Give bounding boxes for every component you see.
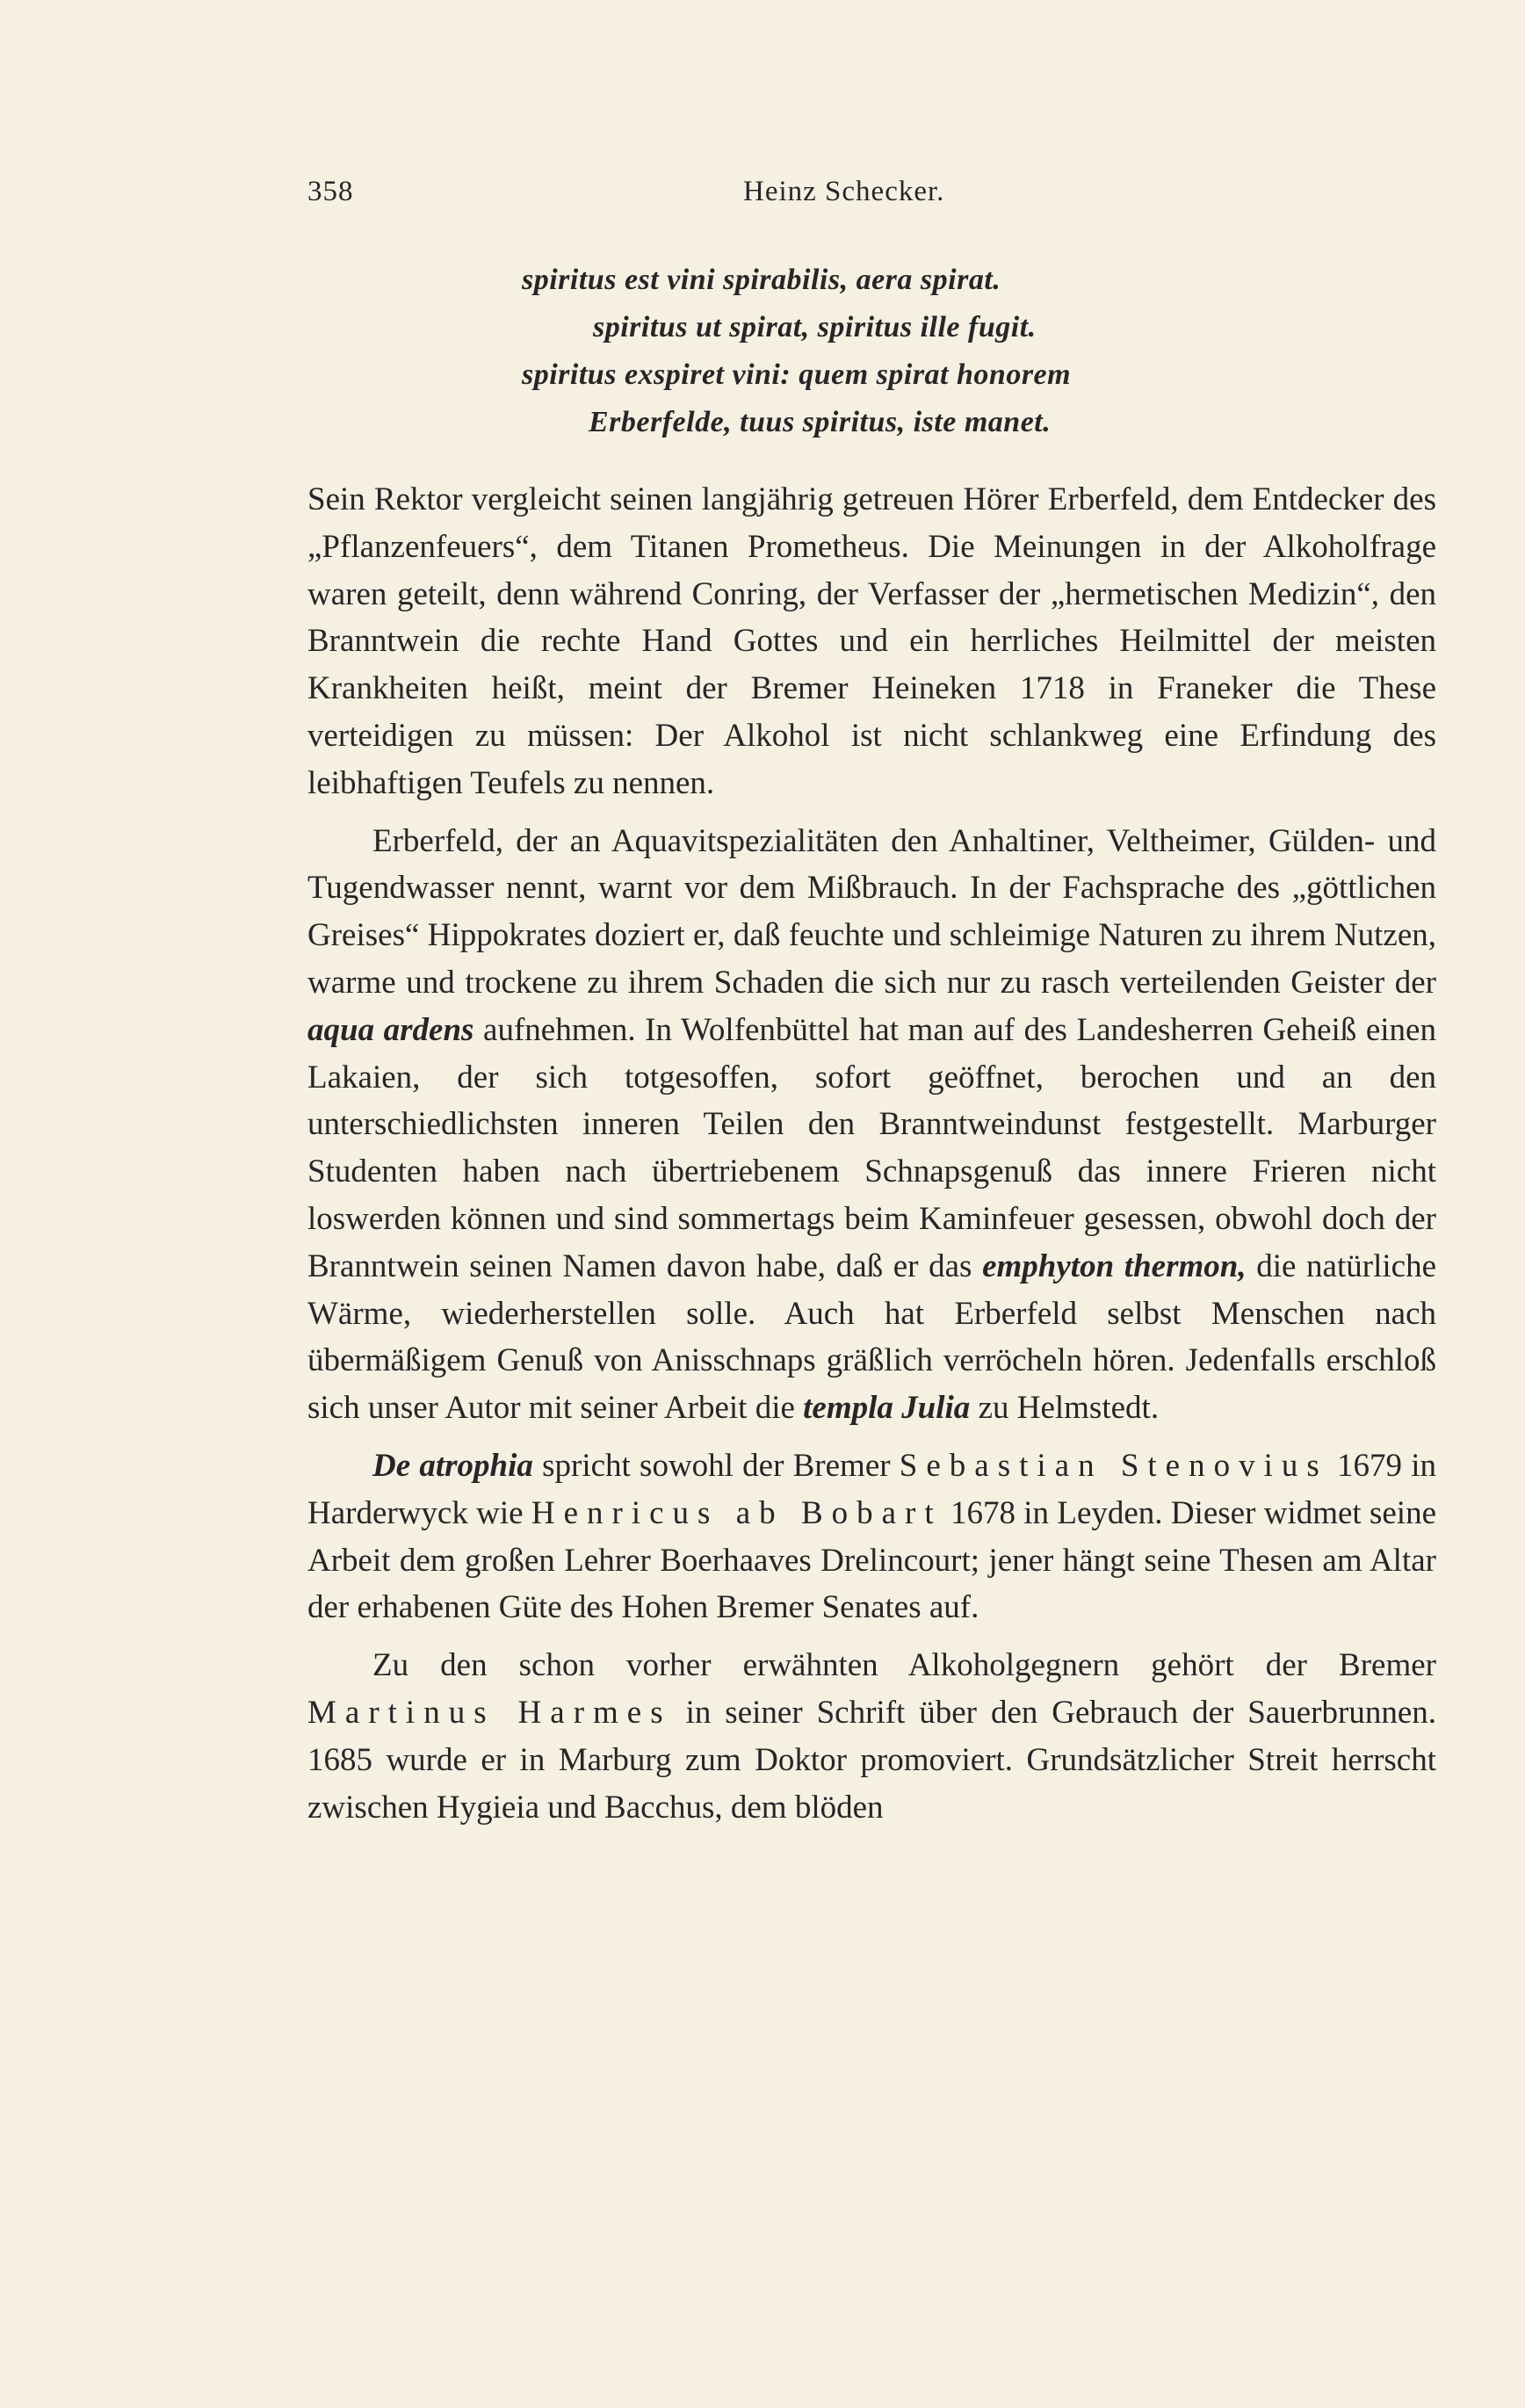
- running-head: Heinz Schecker.: [743, 176, 945, 207]
- page-header: [307, 176, 1436, 228]
- latin-verse: [307, 257, 1436, 446]
- text-span: Sein Rektor vergleicht seinen langjährig getreuen Hörer Erberfeld, dem Entdecker des „Pflanzenfeuers“, dem Titanen Prometheus. Die Meinungen in der Alkoholfrage waren geteilt, denn während Conring, der Verfasser der „hermetischen Medizin“, den Branntwein die rechte Hand Gottes und ein herrliches Heilmittel der meisten Krankheiten heißt, meint der Bremer Heineken 1718 in Franeker die These verteidigen zu müssen: Der Alkohol ist nicht schlankweg eine Erfindung des leibhaftigen Teufels zu nennen.: [307, 481, 1436, 801]
- text-span: zu Helmstedt.: [978, 1390, 1160, 1427]
- verse-line: spiritus exspiret vini: quem spirat honorem: [522, 358, 1072, 391]
- text-span: spricht sowohl der Bremer: [542, 1447, 891, 1484]
- spaced-name: Henricus ab Bobart: [531, 1494, 943, 1531]
- text-span: 1679 in Harderwyck wie: [307, 1447, 1436, 1531]
- text-span: die natürliche Wärme, wiederherstellen solle. Auch hat Erberfeld selbst Menschen nach übermäßigem Genuß von Anisschnaps gräßlich verröcheln hören. Jedenfalls erschloß sich unser Autor mit seiner Arbeit die: [307, 1247, 1436, 1427]
- italic-term: De atrophia: [372, 1447, 533, 1484]
- book-page: [307, 176, 1436, 1841]
- text-span: Erberfeld, der an Aquavitspezialitäten den Anhaltiner, Veltheimer, Gülden- und Tugendwasser nennt, warnt vor dem Mißbrauch. In der Fachsprache des „göttlichen Greises“ Hippokrates doziert er, daß feuchte und schleimige Naturen zu ihrem Nutzen, warme und trockene zu ihrem Schaden die sich nur zu rasch verteilenden Geister der: [307, 822, 1436, 1001]
- paragraph-harmes: [307, 1642, 1436, 1831]
- text-span: 1678 in Leyden. Dieser widmet seine Arbeit dem großen Lehrer Boerhaaves Drelincourt; jener hängt seine Thesen am Altar der erhabenen Güte des Hohen Bremer Senates auf.: [307, 1494, 1436, 1626]
- verse-line: Erberfelde, tuus spiritus, iste manet.: [589, 406, 1052, 438]
- paragraph-rektor: [307, 476, 1436, 807]
- page-number: 358: [307, 176, 354, 207]
- italic-term: templa Julia: [803, 1390, 971, 1427]
- italic-term: emphyton thermon,: [982, 1247, 1247, 1284]
- paragraph-atrophia: [307, 1443, 1436, 1631]
- italic-term: aqua ardens: [307, 1011, 474, 1048]
- spaced-name: Sebastian Stenovius: [899, 1447, 1328, 1484]
- text-span: in seiner Schrift über den Gebrauch der Sauerbrunnen. 1685 wurde er in Marburg zum Doktor promoviert. Grundsätzlicher Streit herrscht zwischen Hygieia und Bacchus, dem blöden: [307, 1694, 1436, 1826]
- verse-line: spiritus est vini spirabilis, aera spirat.: [522, 264, 1001, 296]
- text-span: Zu den schon vorher erwähnten Alkoholgegnern gehört der Bremer: [372, 1647, 1436, 1684]
- spaced-name: Martinus Harmes: [307, 1694, 672, 1731]
- verse-line: spiritus ut spirat, spiritus ille fugit.: [593, 311, 1037, 343]
- paragraph-erberfeld: [307, 818, 1436, 1432]
- text-span: aufnehmen. In Wolfenbüttel hat man auf des Landesherren Geheiß einen Lakaien, der sich totgesoffen, sofort geöffnet, berochen und an den unterschiedlichsten inneren Teilen den Branntweindunst festgestellt. Marburger Studenten haben nach übertriebenem Schnapsgenuß das innere Frieren nicht loswerden können und sind sommertags beim Kaminfeuer gesessen, obwohl doch der Branntwein seinen Namen davon habe, daß er das: [307, 1011, 1436, 1284]
